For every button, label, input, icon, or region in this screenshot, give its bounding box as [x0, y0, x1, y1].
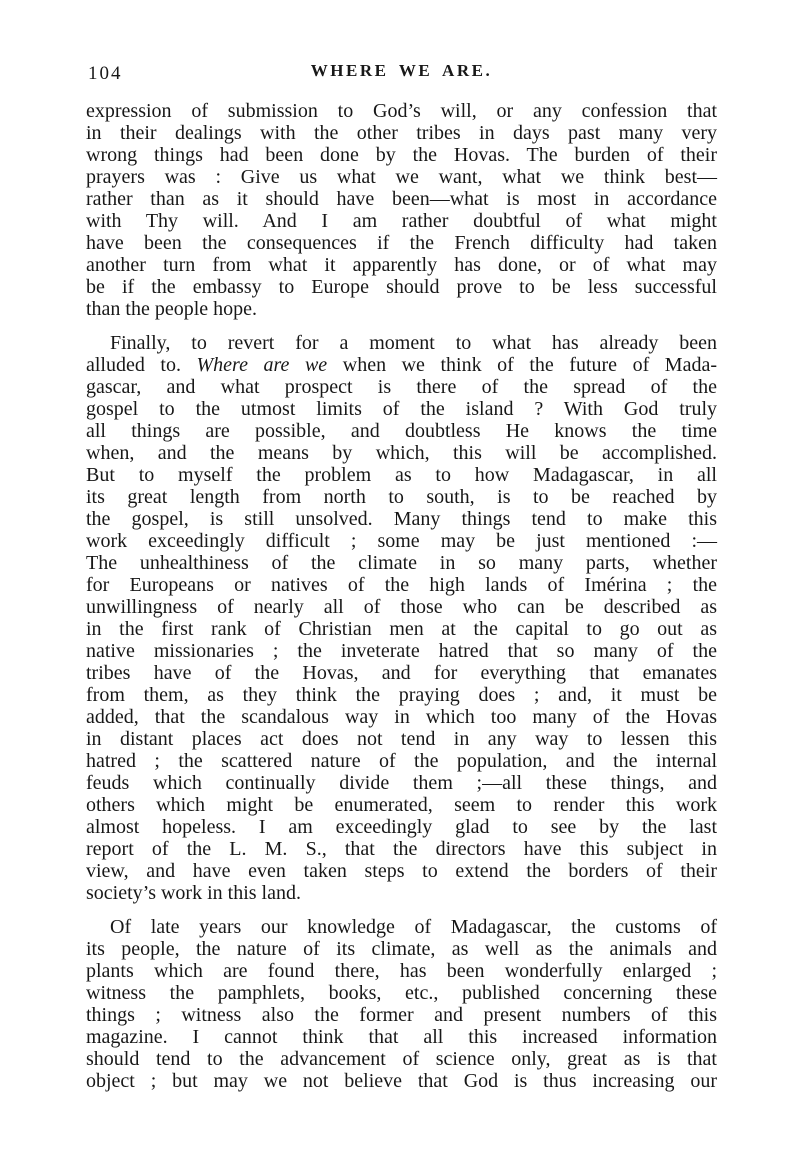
text-line: the gospel, is still unsolved. Many things tend to make this	[86, 508, 717, 530]
text-line: magazine. I cannot think that all this increased information	[86, 1026, 717, 1048]
text-line: unwillingness of nearly all of those who can be described as	[86, 596, 717, 618]
text-line: with Thy will. And I am rather doubtful of what might	[86, 210, 717, 232]
text-line: work exceedingly difficult ; some may be just mentioned :—	[86, 530, 717, 552]
text-line: gascar, and what prospect is there of the spread of the	[86, 376, 717, 398]
text-line: native missionaries ; the inveterate hatred that so many of the	[86, 640, 717, 662]
page-header	[86, 61, 717, 85]
text-line: should tend to the advancement of science only, great as is that	[86, 1048, 717, 1070]
text-line: view, and have even taken steps to extend the borders of their	[86, 860, 717, 882]
text-line: plants which are found there, has been wonderfully enlarged ;	[86, 960, 717, 982]
text-line: Finally, to revert for a moment to what has already been	[110, 332, 717, 354]
text-line: prayers was : Give us what we want, what we think best—	[86, 166, 717, 188]
text-line: rather than as it should have been—what is most in accordance	[86, 188, 717, 210]
text-line: alluded to. Where are we when we think of the future of Mada-	[86, 354, 717, 376]
text-line: its people, the nature of its climate, as well as the animals and	[86, 938, 717, 960]
text-line: The unhealthiness of the climate in so many parts, whether	[86, 552, 717, 574]
text-line: wrong things had been done by the Hovas. The burden of their	[86, 144, 717, 166]
text-line: tribes have of the Hovas, and for everything that emanates	[86, 662, 717, 684]
text-line: in their dealings with the other tribes in days past many very	[86, 122, 717, 144]
text-line: its great length from north to south, is to be reached by	[86, 486, 717, 508]
text-line: from them, as they think the praying does ; and, it must be	[86, 684, 717, 706]
text-line: Of late years our knowledge of Madagascar, the customs of	[110, 916, 717, 938]
text-line: report of the L. M. S., that the directors have this subject in	[86, 838, 717, 860]
text-line: than the people hope.	[86, 298, 258, 320]
text-line: for Europeans or natives of the high lands of Imérina ; the	[86, 574, 717, 596]
text-line: hatred ; the scattered nature of the population, and the internal	[86, 750, 717, 772]
text-line: in the first rank of Christian men at the capital to go out as	[86, 618, 717, 640]
text-line: when, and the means by which, this will be accomplished.	[86, 442, 717, 464]
text-line: gospel to the utmost limits of the island ? With God truly	[86, 398, 717, 420]
paragraph-1	[86, 100, 717, 320]
page-number: 104	[88, 63, 123, 84]
text-line: almost hopeless. I am exceedingly glad to see by the last	[86, 816, 717, 838]
running-title: WHERE WE ARE.	[310, 61, 493, 80]
text-line: be if the embassy to Europe should prove to be less successful	[86, 276, 717, 298]
text-line: have been the consequences if the French difficulty had taken	[86, 232, 717, 254]
text-line: But to myself the problem as to how Madagascar, in all	[86, 464, 717, 486]
text-line: all things are possible, and doubtless He knows the time	[86, 420, 717, 442]
text-line: others which might be enumerated, seem to render this work	[86, 794, 717, 816]
text-line: added, that the scandalous way in which too many of the Hovas	[86, 706, 717, 728]
text-line: society’s work in this land.	[86, 882, 301, 904]
paragraph-2	[86, 332, 717, 904]
paragraph-3	[86, 916, 717, 1092]
text-line: in distant places act does not tend in any way to lessen this	[86, 728, 717, 750]
text-line: another turn from what it apparently has done, or of what may	[86, 254, 717, 276]
text-line: feuds which continually divide them ;—all these things, and	[86, 772, 717, 794]
text-line: object ; but may we not believe that God is thus increasing our	[86, 1070, 717, 1092]
text-line: things ; witness also the former and present numbers of this	[86, 1004, 717, 1026]
text-line: expression of submission to God’s will, or any confession that	[86, 100, 717, 122]
page-body	[86, 100, 717, 1092]
text-line: witness the pamphlets, books, etc., published concerning these	[86, 982, 717, 1004]
